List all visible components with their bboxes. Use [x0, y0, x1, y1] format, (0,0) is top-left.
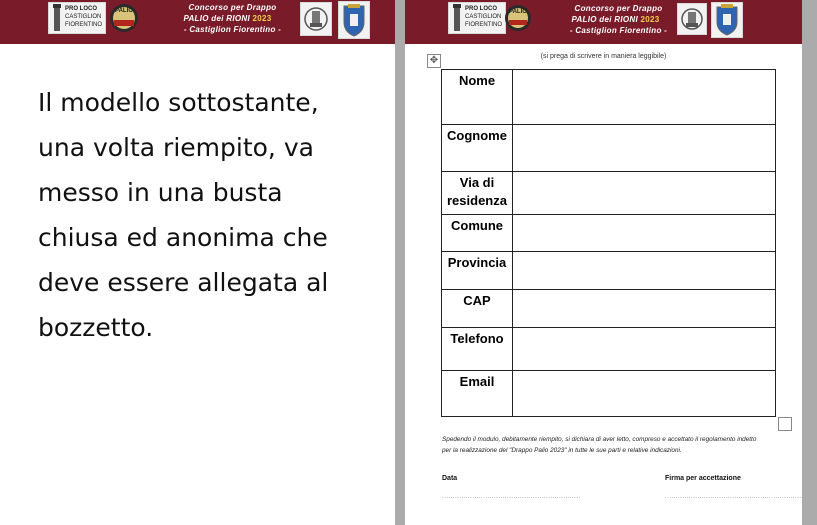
proloco-line2: CASTIGLION: [465, 14, 502, 20]
table-row: [442, 328, 776, 371]
field-input-via-di-residenza[interactable]: [513, 172, 776, 215]
proloco-line2: CASTIGLION: [65, 14, 102, 20]
table-row: [442, 252, 776, 290]
banner-title-line3: - Castiglion Fiorentino -: [569, 26, 668, 35]
field-input-provincia[interactable]: [513, 252, 776, 290]
field-input-nome[interactable]: [513, 70, 776, 125]
table-row: [442, 215, 776, 252]
table-move-handle-icon[interactable]: ✥: [427, 54, 441, 68]
field-label: CAP: [442, 290, 513, 328]
proloco-line3: FIORENTINO: [465, 22, 502, 28]
proloco-line1: PRO LOCO: [465, 6, 498, 12]
table-row: [442, 290, 776, 328]
signature-line[interactable]: ................................................................: [665, 494, 804, 500]
banner-title-line1: Concorso per Drappo: [574, 4, 663, 13]
field-label: Nome: [442, 70, 513, 125]
tower-emblem: [300, 2, 332, 36]
coat-of-arms: [711, 2, 743, 38]
banner-title-line2: PALIO dei RIONI 2023: [183, 14, 272, 23]
table-row: [442, 371, 776, 417]
field-label: Via di residenza: [442, 172, 513, 215]
field-input-email[interactable]: [513, 371, 776, 417]
proloco-line1: PRO LOCO: [65, 6, 98, 12]
field-label: Provincia: [442, 252, 513, 290]
header-banner-right: [405, 0, 802, 44]
field-label: Email: [442, 371, 513, 417]
field-label: Cognome: [442, 125, 513, 172]
field-label: Comune: [442, 215, 513, 252]
table-row: [442, 125, 776, 172]
document-page-left[interactable]: [0, 0, 395, 525]
banner-year: 2023: [252, 14, 272, 23]
declaration-text: Spedendo il modulo, debitamente riempito, si dichiara di aver letto, compreso e accettato il regolamento indetto per la realizzazione del "Drappo Palio 2023" in tutte le sue parti e relative indicazioni.: [442, 436, 757, 454]
banner-year: 2023: [640, 15, 660, 24]
palio-logo-text: PALIO: [115, 8, 133, 14]
date-label: Data: [442, 475, 458, 482]
table-resize-handle-icon[interactable]: [778, 417, 792, 431]
banner-title-line2: PALIO dei RIONI 2023: [571, 15, 660, 24]
tower-emblem: [677, 3, 707, 35]
writing-hint: (si prega di scrivere in maniera leggibile): [540, 53, 667, 60]
table-row: [442, 70, 776, 125]
banner-title-line1: Concorso per Drappo: [188, 3, 277, 12]
instruction-text: Il modello sottostante, una volta riempito, va messo in una busta chiusa ed anonima che deve essere allegata al bozzetto.: [38, 88, 329, 342]
personal-data-table: [441, 69, 776, 417]
palio-logo-text: PALIO: [509, 9, 527, 15]
table-row: [442, 172, 776, 215]
field-input-telefono[interactable]: [513, 328, 776, 371]
header-banner: [0, 0, 395, 44]
field-input-cap[interactable]: [513, 290, 776, 328]
date-line[interactable]: ................................................................: [442, 494, 581, 500]
field-label: Telefono: [442, 328, 513, 371]
banner-title-line3: - Castiglion Fiorentino -: [183, 25, 282, 34]
field-input-comune[interactable]: [513, 215, 776, 252]
signature-label: Firma per accettazione: [665, 475, 741, 482]
coat-of-arms: [338, 1, 370, 39]
field-input-cognome[interactable]: [513, 125, 776, 172]
document-page-right[interactable]: [405, 0, 802, 525]
proloco-line3: FIORENTINO: [65, 22, 102, 28]
